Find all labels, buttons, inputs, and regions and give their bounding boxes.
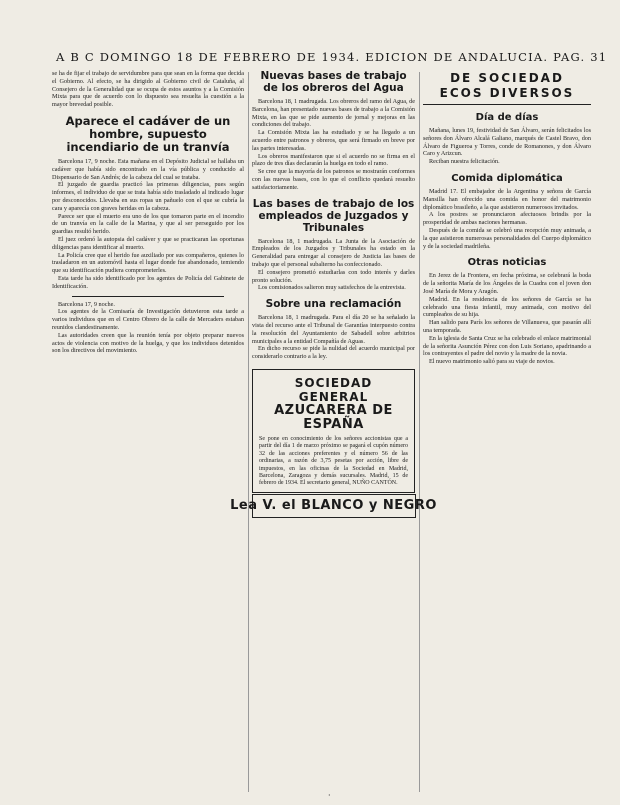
paragraph: Los comisionados salieron muy satisfechos de la entrevista. xyxy=(258,284,406,292)
article-heading: Nuevas bases de trabajo de los obreros del Agua xyxy=(260,70,407,94)
section-heading: DE SOCIEDAD xyxy=(450,71,564,85)
subsection-heading: Comida diplomática xyxy=(451,172,563,184)
ad-text: Se pone en conocimiento de los señores accionistas que a partir del día 1 de marzo próximo se pagará el cupón número 32 de las acciones preferentes y el número 56 de las ordinarias, a razón de 3,75 pesetas por acción, libre de impuestos, en las oficinas de la Sociedad en Madrid, Barcelona, Zaragoza y demás sucursales. Madrid, 15 de febrero de 1934. El secretario general, NUÑO CANTÓN. xyxy=(259,435,408,487)
dateline: Barcelona 17, 9 noche. xyxy=(58,300,115,308)
paragraph: La Policía cree que el herido fue auxiliado por sus compañeros, quienes lo trasladaron en un automóvil hasta el lugar donde fue abandonado, temiendo que su identificación pudiera comprometerles. xyxy=(52,251,244,275)
column-2 xyxy=(230,70,437,514)
column-1 xyxy=(52,70,244,355)
paragraph: El juzgado de guardia practicó las primeras diligencias, pues según informes, el individuo de que se trata había sido trasladado al indicado lugar por desconocidos. Llevaba en sus ropas un pañuelo con el que se cubría la cara y aparecía con graves heridas en la cabeza. xyxy=(52,181,244,212)
subsection-heading: Otras noticias xyxy=(467,257,547,269)
page-header: A B C DOMINGO 18 DE FEBRERO DE 1934. EDICION DE ANDALUCIA. PAG. 31 xyxy=(56,50,608,64)
paragraph: Barcelona 17, 9 noche. Esta mañana en el Depósito Judicial se hallaba un cadáver que había sido encontrado en la vía pública y conducido al Dispensario de San Andrés; de la cabeza del cual se trataba. xyxy=(52,157,244,181)
paragraph: En la iglesia de Santa Cruz se ha celebrado el enlace matrimonial de la señorita Asunción Pérez con don Luis Soriano, apadrinando a los contrayentes el padre del novio y la madre de la novia. xyxy=(423,334,591,358)
paragraph: Barcelona 18, 1 madrugada. Los obreros del ramo del Agua, de Barcelona, han presentado nuevas bases de trabajo a la Comisión Mixta, en las que se pide aumento de jornal y mejoras en las condiciones del trabajo. xyxy=(252,98,415,129)
section-heading: ECOS DIVERSOS xyxy=(439,86,575,100)
article-heading: Las bases de trabajo de los empleados de Juzgados y Tribunales xyxy=(252,197,415,234)
column-divider xyxy=(248,72,249,792)
paragraph: El juez ordenó la autopsia del cadáver y que se practicaran las oportunas diligencias para identificar al muerto. xyxy=(52,235,244,251)
column-3 xyxy=(423,70,591,366)
paragraph: Barcelona 18, 1 madrugada. Para el día 20 se ha señalado la vista del recurso ante el Tribunal de Garantías interpuesto contra la resolución del Ayuntamiento de Sabadell sobre arbitrios municipales a la entidad Compañía de Aguas. xyxy=(252,314,415,345)
paragraph: El nuevo matrimonio salió para su viaje de novios. xyxy=(429,358,555,366)
article-intro: se ha de fijar el trabajo de servidumbre para que sean en la forma que decida el Gobierno. Al efecto, se ha dirigido al Gobierno civil de Cataluña, al Consejero de la Generalidad que se ocupa de estos asuntos y a la Comisión Mixta para que de acuerdo con lo dispuesto sea resuelta la cuestión a la mayor brevedad posible. xyxy=(52,70,244,109)
divider xyxy=(72,296,224,297)
paragraph: Reciban nuestra felicitación. xyxy=(429,158,500,166)
paragraph: La Comisión Mixta las ha estudiado y se ha llegado a un acuerdo entre patronos y obreros, que será firmado en breve por las partes interesadas. xyxy=(252,129,415,152)
ad-title: SOCIEDAD GENERAL xyxy=(294,375,373,404)
paragraph: A los postres se pronunciaron afectuosos brindis por la prosperidad de ambas naciones hermanas. xyxy=(423,211,591,227)
paragraph: En dicho recurso se pide la nulidad del acuerdo municipal por considerarlo contrario a la ley. xyxy=(252,345,415,361)
paragraph: En Jerez de la Frontera, en fecha próxima, se celebrará la boda de la señorita María de los Ángeles de la Cuadra con el joven don José María de Mora y Aragón. xyxy=(423,272,591,295)
paragraph: Barcelona 18, 1 madrugada. La Junta de la Asociación de Empleados de los Juzgados y Tribunales ha estado en la Generalidad para entregar al consejero de Justicia las bases de trabajo que el personal subalterno ha confeccionado. xyxy=(252,237,415,268)
article-heading: Aparece el cadáver de un hombre, supuesto incendiario de un tranvía xyxy=(65,113,231,154)
paragraph: Parece ser que el muerto era uno de los que tomaron parte en el incendio de un tranvía en la calle de la Marina, y que al ser perseguido por los guardias resultó herido. xyxy=(52,212,244,236)
paragraph: Esta tarde ha sido identificado por los agentes de Policía del Gabinete de Identificación. xyxy=(52,274,244,290)
paragraph: Madrid. En la residencia de los señores de García se ha celebrado una fiesta infantil, muy animada, con motivo del cumpleaños de su hija. xyxy=(423,295,591,319)
paragraph: Los obreros manifestaron que si el acuerdo no se firma en el plazo de tres días declararán la huelga en todo el ramo. xyxy=(252,152,415,168)
column-divider xyxy=(419,72,420,792)
paragraph: Las autoridades creen que la reunión tenía por objeto preparar nuevos actos de violencia con motivo de la huelga, y que los individuos detenidos son los directivos del movimiento. xyxy=(52,331,244,355)
paragraph: Después de la comida se celebró una recepción muy animada, a la que asistieron numerosas personalidades del Cuerpo diplomático y de la sociedad madrileña. xyxy=(423,226,591,250)
paragraph: El consejero prometió estudiarlas con todo interés y darles pronto solución. xyxy=(252,268,415,284)
paragraph: Han salido para París los señores de Villanueva, que pasarán allí una temporada. xyxy=(423,319,591,334)
advertisement xyxy=(230,369,437,514)
paragraph: Madrid 17. El embajador de la Argentina y señora de García Mansilla han ofrecido una comida en honor del matrimonio diplomático brasileño, a la que asistieron numerosos invitados. xyxy=(423,187,591,211)
article-heading: Sobre una reclamación xyxy=(265,298,402,311)
paragraph: Se cree que la mayoría de los patronos se mostrarán conformes con las nuevas bases, con lo que el conflicto quedará resuelto satisfactoriamente. xyxy=(252,168,415,191)
subsection-heading: Día de días xyxy=(475,112,539,123)
ad-title: AZUCARERA DE ESPAÑA xyxy=(274,402,393,432)
footer-mark: · xyxy=(328,791,331,800)
paragraph: Mañana, lunes 19, festividad de San Álvaro, serán felicitados los señores don Álvaro Alcalá Galiano, marqués de Castel Bravo, don Álvaro de Figueroa y Torres, conde de Romanones, y don Álvaro Caro y Arizcun. xyxy=(423,127,591,158)
paragraph: Los agentes de la Comisaría de Investigación detuvieron esta tarde a varios individuos que en el Centro Obrero de la calle de Mercaders estaban reunidos clandestinamente. xyxy=(52,308,244,331)
ad-banner: Lea V. el BLANCO y NEGRO xyxy=(252,494,416,518)
divider xyxy=(423,104,591,105)
